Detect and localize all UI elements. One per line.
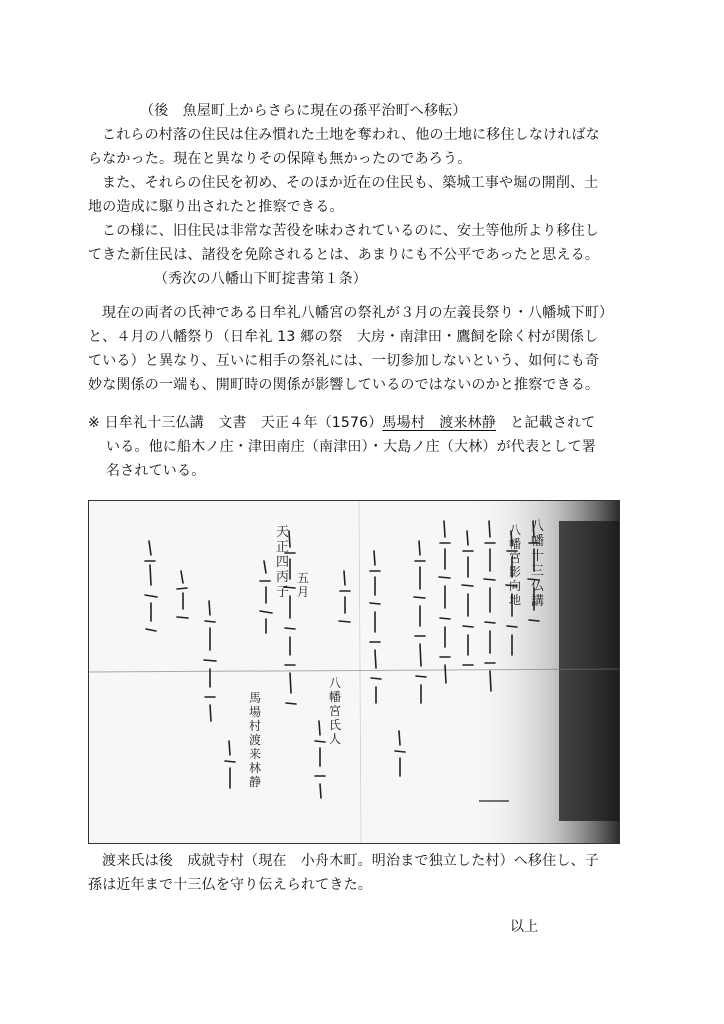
para1-line4: また、それらの住民を初め、そのほか近在の住民も、築城工事や堀の開削、土 xyxy=(102,175,599,191)
closing-text: 以上 xyxy=(510,919,539,935)
para1-line6: この様に、旧住民は非常な苦役を味わされているのに、安土等他所より移住し xyxy=(102,223,599,239)
para3-line1: 渡来氏は後 成就寺村（現在 小舟木町。明治まで独立した村）へ移住し、子 xyxy=(102,853,599,869)
scan-col-title: 八幡十三仏講 xyxy=(531,519,545,609)
para1-line8: （秀次の八幡山下町掟書第１条） xyxy=(154,271,367,287)
scan-col-subtitle: 八幡宮影向地 xyxy=(509,523,522,607)
note-line1-post: と記載されて xyxy=(496,415,596,431)
scan-col-signer: 馬場村渡来林静 xyxy=(249,691,262,789)
scan-col-month: 五月 xyxy=(297,571,310,599)
para2-line3: ている）と異なり、互いに相手の祭礼には、一切参加しないという、如何にも奇 xyxy=(88,353,600,369)
para2-line4: 妙な関係の一端も、開町時の関係が影響しているのではないのかと推察できる。 xyxy=(88,377,600,393)
note-line2: いる。他に船木ノ庄・津田南庄（南津田）・大島ノ庄（大林）が代表として署 xyxy=(106,439,596,455)
para1-line5: 地の造成に駆り出されたと推察できる。 xyxy=(88,199,344,215)
para2-line2: と、４月の八幡祭り（日牟礼 13 郷の祭 大房・南津田・鷹飼を除く村が関係し xyxy=(88,329,599,345)
para1-line3: らなかった。現在と異なりその保障も無かったのであろう。 xyxy=(88,151,472,167)
note-line1 xyxy=(88,412,595,434)
note-underlined-name: 馬場村 渡来林静 xyxy=(382,415,497,431)
para1-line7: てきた新住民は、諸役を免除されるとは、あまりにも不公平であったと思える。 xyxy=(88,247,600,263)
document-scan-image xyxy=(88,500,620,844)
note-mark: ※ xyxy=(88,415,100,431)
para2-line1: 現在の両者の氏神である日牟礼八幡宮の祭礼が３月の左義長祭り・八幡城下町） xyxy=(102,305,614,321)
scan-col-shrine: 八幡宮氏人 xyxy=(329,676,342,746)
para3-line2: 孫は近年まで十三仏を守り伝えられてきた。 xyxy=(88,877,372,893)
note-line3: 名されている。 xyxy=(106,463,206,479)
para1-line1: （後 魚屋町上からさらに現在の孫平治町へ移転） xyxy=(140,103,467,119)
note-line1-pre: 日牟礼十三仏講 文書 天正４年（1576） xyxy=(104,415,383,431)
para1-line2: これらの村落の住民は住み慣れた土地を奪われ、他の土地に移住しなければな xyxy=(102,127,600,143)
scan-col-date: 天正四 丙子 xyxy=(276,525,303,600)
